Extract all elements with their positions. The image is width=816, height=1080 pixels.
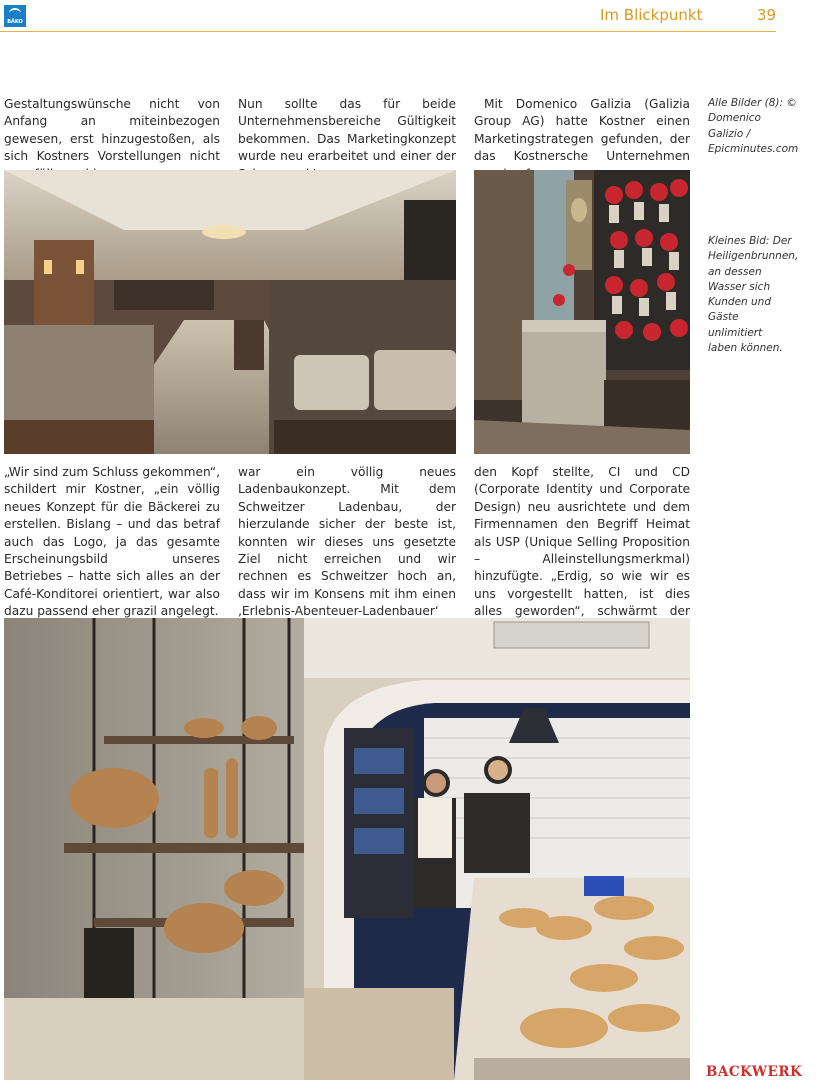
backwerk-logo: BACKWERK bbox=[706, 1064, 803, 1080]
fountain-photo bbox=[474, 170, 690, 454]
small-image-caption: Kleines Bid: Der Heiligenbrunnen, an dessen Wasser sich Kunden und Gäste unlimitiert laben können. bbox=[708, 235, 799, 355]
logo-text: BÄKO bbox=[7, 19, 23, 25]
logo-icon bbox=[9, 8, 21, 19]
text-column-1-bottom bbox=[4, 464, 220, 621]
page-number: 39 bbox=[757, 6, 777, 24]
paragraph: den Kopf stellte, CI und CD (Corporate Identity und Corporate Design) neu ausrichtete und dem Firmennamen den Begriff Heimat als USP (Unique Selling Proposition – Alleinstellungsmerkmal) hinzufügte. „Erdig, so wie wir es uns vorgestellt hatten, ist dies alles geworden“, schwärmt der bbox=[474, 465, 690, 619]
text-column-3-bottom bbox=[474, 464, 690, 638]
text-column-2-bottom bbox=[238, 464, 456, 638]
bakery-shop-photo bbox=[4, 618, 690, 1080]
section-title: Im Blickpunkt bbox=[600, 6, 703, 24]
baeko-logo bbox=[4, 5, 26, 27]
paragraph: Nun sollte das für beide Unternehmensbereiche Gültigkeit bekommen. Das Marketingkonzept wurde neu erarbeitet und einer der bbox=[238, 97, 456, 164]
header-rule bbox=[0, 31, 776, 32]
paragraph: Gestaltungswünsche nicht von Anfang an miteinbezogen gewesen, erst hinzugestoßen, als sich Kostners Vorstellungen nicht bbox=[4, 97, 220, 164]
paragraph: „Wir sind zum Schluss gekommen“, schildert mir Kostner, „ein völlig neues Konzept für die Bäckerei zu erstellen. Bislang – und das betraf auch das Logo, ja das gesamte Erscheinungsbild unseres Betriebes – hatte sich alles an der Café-Konditorei orientiert, war also dazu passend eher grazil angelegt. bbox=[4, 465, 220, 619]
cafe-interior-photo bbox=[4, 170, 456, 454]
photo-credit-caption: Alle Bilder (8): © Domenico Galizio / Epicminutes.com bbox=[708, 97, 799, 155]
paragraph: Mit Domenico Galizia (Galizia Group AG) hatte Kostner einen Marketingstrategen gefunden, der das Kostnersche Unternehmen bbox=[474, 97, 690, 164]
paragraph: war ein völlig neues Ladenbaukonzept. Mit dem Schweitzer Ladenbau, der hierzulande sicher der beste ist, konnten wir dieses uns gesetzte Ziel nicht erreichen und wir rechnen es Schweitzer hoch an, dass wir im Konsens mit ihm einen ‚Erlebnis-Abenteuer-Ladenbauer‘ bbox=[238, 465, 456, 619]
